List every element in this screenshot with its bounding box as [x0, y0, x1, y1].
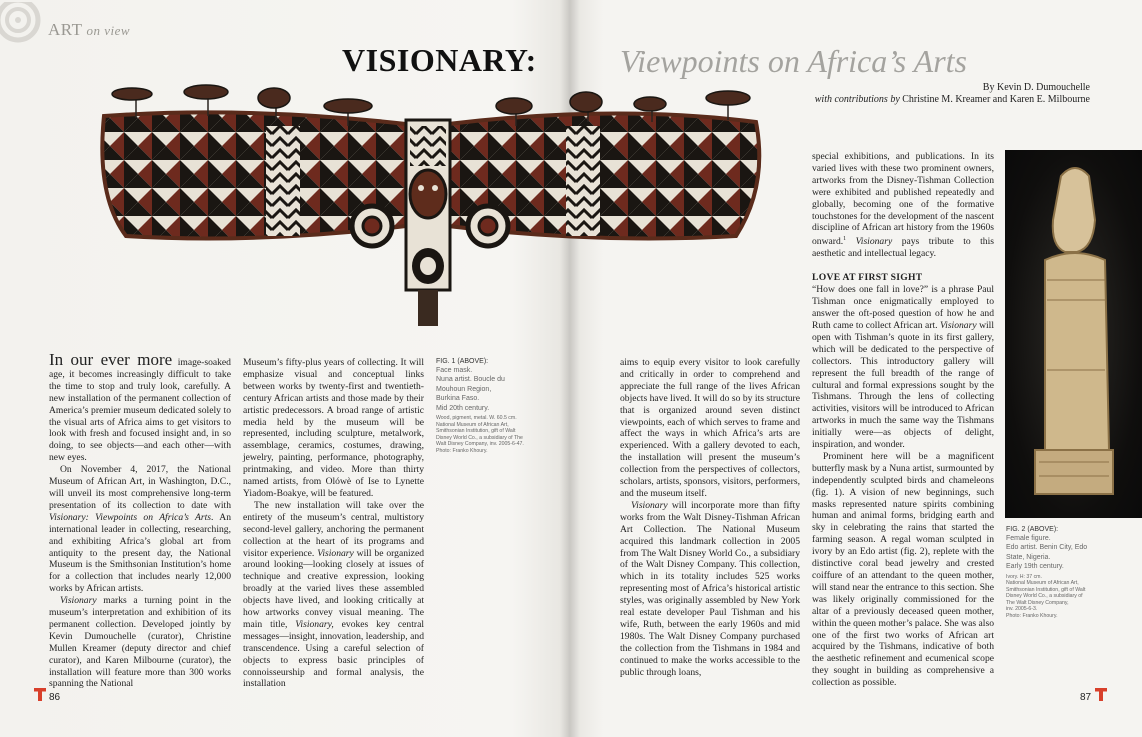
- article-subtitle: Viewpoints on Africa’s Arts: [620, 43, 967, 79]
- magazine-t-logo-icon: [34, 688, 46, 701]
- ivory-figure-drawing: [1005, 150, 1142, 518]
- paragraph-text: will be organized around looking—looking closely at issues of technique and creative expression, looking broadly at the varied lives these assembled objects have lived, and looking critically at how artworks convey visual meaning. The main title,: [243, 547, 424, 630]
- paragraph-text: evokes key central messages—insight, innovation, leadership, and transcendence. Using a careful selection of objects to express basic principles of connoisseurship and formal analysis, the installation: [243, 618, 424, 690]
- paragraph-text: marks a turning point in the museum’s interpretation and exhibition of its permanent collection. Developed jointly by Kevin Dumouchelle (curator), Christine Mullen Kreamer (deputy director and chief curator), and Karen Milbourne (curator), the installation will feature more than 300 works spanning the National: [49, 595, 231, 690]
- paragraph-text: will open with Tishman’s quote in its first gallery, which will be dedicated to the perspective of collectors. This introductory gallery will represent the full breadth of the range of cultural and formal expressions sought by the Tishmans. Through the lens of collecting activities, visitors will be introduced to African artworks in much the same way the Tishmans initially were—as objects of delight, inspiration, and wonder.: [812, 319, 994, 451]
- caption-credit-line: Disney World Co., a subsidiary of The: [436, 434, 523, 441]
- article-column-4: [812, 151, 994, 689]
- paragraph-text: The new installation will take over the entirety of the museum’s central, multistory second-level gallery, anchoring the permanent collection at the heart of its programs and visitor experience.: [243, 499, 424, 559]
- paragraph-text: special exhibitions, and publications. In its varied lives with these two prominent owners, artworks from the Disney-Tishman Collection were exhibited and published repeatedly and globally, becoming one of the formative touchstones for the development of the nascent discipline of African art history from the 1960s onward.: [812, 151, 994, 248]
- article-column-2: [243, 357, 424, 690]
- caption-credit: [436, 415, 548, 454]
- caption-line: Early 19th century.: [1006, 563, 1064, 571]
- exhibition-title: Visionary: Viewpoints on Africa’s Arts: [49, 511, 212, 523]
- paragraph: [812, 151, 994, 260]
- section-label-main: ART: [48, 20, 83, 39]
- exhibition-title: Visionary: [60, 595, 97, 607]
- paragraph-text: . An international leader in collecting, researching, and exhibiting Africa’s global art from antiquity to the present day, the National Museum is the Smithsonian Institution’s home for a collection that includes nearly 12,000 works by African artists.: [49, 511, 231, 595]
- footnote-ref: 1: [843, 236, 847, 243]
- caption-credit-line: Smithsonian Institution, gift of Walt: [1006, 586, 1086, 593]
- section-heading: LOVE AT FIRST SIGHT: [812, 272, 923, 284]
- caption-line: Edo artist. Benin City, Edo: [1006, 544, 1088, 552]
- magazine-t-logo-icon: [1095, 688, 1107, 701]
- paragraph: [243, 500, 424, 691]
- paragraph: [620, 500, 800, 679]
- caption-credit-line: Walt Disney Company, inv. 2005-6-47.: [436, 441, 524, 448]
- caption-label: FIG. 1 (ABOVE):: [436, 358, 489, 365]
- exhibition-title: Visionary: [317, 547, 354, 559]
- caption-credit-line: Wood, pigment, metal. W. 60.5 cm.: [436, 415, 517, 422]
- paragraph-text: On November 4, 2017, the National Museum of African Art, in Washington, D.C., will unveil its most comprehensive long-term presentation of its collection to date with: [49, 464, 231, 511]
- paragraph: [49, 464, 231, 595]
- paragraph: [49, 350, 231, 464]
- caption-line: Mid 20th century.: [436, 404, 490, 412]
- exhibition-title: Visionary,: [295, 618, 334, 630]
- caption-credit-line: Disney World Co., a subsidiary of: [1006, 593, 1083, 600]
- byline-contributors: [815, 94, 1090, 106]
- byline: [815, 82, 1090, 106]
- butterfly-mask-image: [96, 76, 768, 336]
- page-number-right: 87: [1080, 692, 1092, 703]
- caption-credit-line: Ivory. H: 37 cm.: [1006, 573, 1042, 580]
- caption-credit-line: Photo: Franko Khoury.: [1006, 612, 1058, 619]
- paragraph: Museum’s fifty-plus years of collecting. It will emphasize visual and conceptual links between works by twenty-first and twentieth-century African artists and those made by their artistic predecessors. A broad range of artistic media held by the museum will be represented, including sculpture, metalwork, assemblage, ceramics, costumes, drawing, jewelry, painting, performance, photography, printmaking, and video. More than thirty named artists, from Olówè of Ise to Lynette Yiadom-Boakye, will be featured.: [243, 357, 424, 499]
- caption-line: Burkina Faso.: [436, 395, 480, 403]
- article-column-3: [620, 357, 800, 678]
- paragraph: [49, 595, 231, 690]
- caption-line: State, Nigeria.: [1006, 553, 1051, 561]
- paragraph: Prominent here will be a magnificent butterfly mask by a Nuna artist, surmounted by independently sculpted birds and chameleons (fig. 1). A vision of new beginnings, such masks represented nature spirits combining human and animal forms, bridging earth and sky in celebrating the rains that started the farming season. A regal woman sculpted in ivory by an Edo artist (fig. 2), replete with the distinctive coral bead jewelry and crested coiffure of an attendant to the queen mother, will stand near the entrance to this section. She was likely originally commissioned for the altar of a previously deceased queen mother, within the queen mother’s palace. She was also one of the first two works of African art acquired by the Tishmans, indicative of both the aesthetic refinement and ecumenical scope they sought in building as comprehensive a collection as possible.: [812, 450, 994, 689]
- article-title: VISIONARY:: [342, 42, 537, 78]
- paragraph-text: pays tribute to this aesthetic and intellectual legacy.: [812, 236, 995, 260]
- caption-line: Female figure.: [1006, 535, 1051, 542]
- paragraph: aims to equip every visitor to look carefully and critically in order to comprehend and appreciate the full range of the lives African objects have lived. It will do so by its structure that is organized around seven distinct viewpoints, each of which serves to frame and affect the ways in which Africa’s arts are experienced. With a gallery devoted to each, the installation will present the museum’s collection from the perspectives of collectors, scholars, artists, sponsors, visitors, performers, and the museum itself.: [620, 357, 800, 499]
- spiral-logo-icon: [0, 2, 44, 46]
- caption-line: Nuna artist. Boucle du: [436, 376, 505, 384]
- exhibition-title: Visionary: [631, 499, 668, 511]
- exhibition-title: Visionary: [846, 236, 893, 248]
- article-column-1: [49, 350, 231, 690]
- lead-in: In our ever more: [49, 350, 173, 369]
- caption-label: FIG. 2 (ABOVE):: [1006, 526, 1059, 533]
- caption-line: Mouhoun Region,: [436, 385, 492, 393]
- figure-1-caption: [436, 358, 548, 454]
- figure-2-caption: [1006, 526, 1106, 619]
- byline-with: with contributions by: [814, 94, 900, 105]
- exhibition-title: Visionary: [940, 319, 977, 331]
- section-label: [48, 20, 130, 40]
- caption-line: Face mask.: [436, 367, 473, 374]
- ivory-figure-image: [1005, 150, 1142, 518]
- caption-credit-line: National Museum of African Art,: [1006, 580, 1079, 587]
- section-label-small: on view: [86, 23, 131, 38]
- caption-credit: [1006, 574, 1106, 620]
- byline-author: By Kevin D. Dumouchelle: [982, 82, 1090, 93]
- caption-credit-line: inv. 2005-6-3.: [1006, 606, 1038, 613]
- page-number-left: 86: [49, 692, 61, 703]
- caption-credit-line: National Museum of African Art,: [436, 421, 509, 428]
- caption-credit-line: The Walt Disney Company,: [1006, 599, 1069, 606]
- caption-credit-line: Photo: Franko Khoury.: [436, 447, 488, 454]
- paragraph-text: will incorporate more than fifty works from the Walt Disney-Tishman African Art Collection. The National Museum acquired this landmark collection in 2005 from The Walt Disney World Co., a subsidiary of the Walt Disney Company. This collection, which in its totality includes 525 works representing most of Africa’s historical artistic styles, was originally assembled by New York real estate developer Paul Tishman and his wife, Ruth, between the early 1960s and mid 1980s. The Walt Disney Company purchased the collection from the Tishmans in 1984 and continued to make the works accessible to the public through loans,: [620, 499, 800, 678]
- byline-contributor-names: Christine M. Kreamer and Karen E. Milbourne: [902, 94, 1090, 105]
- paragraph-text: image-soaked age, it becomes increasingly difficult to take the time to stop and truly look, carefully. A new installation of the permanent collection of America’s premier museum dedicated solely to the visual arts of Africa aims to get visitors to look with fresh and focused insight and, in so doing, to see objects—and each other—with new eyes.: [49, 357, 231, 464]
- caption-credit-line: Smithsonian Institution, gift of Walt: [436, 428, 516, 435]
- paragraph-text: “How does one fall in love?” is a phrase Paul Tishman once enigmatically employed to answer the oft-posed question of how he and Ruth came to collect African art.: [812, 284, 994, 331]
- paragraph: [812, 284, 994, 451]
